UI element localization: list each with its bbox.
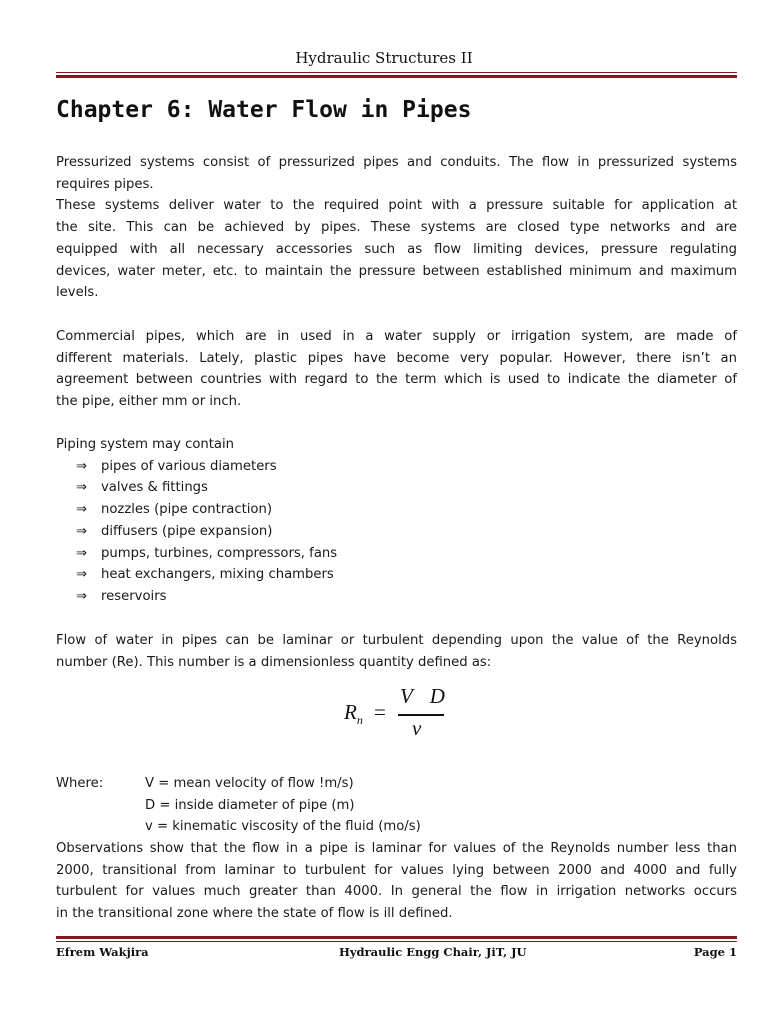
paragraph-observations: [56, 838, 737, 925]
text-line: the site. This can be achieved by pipes. These systems are closed type networks and are: [56, 220, 737, 236]
definition-text: D = inside diameter of pipe (m): [145, 797, 355, 813]
paragraph-flow-regime: [56, 630, 737, 673]
text-line: Flow of water in pipes can be laminar or turbulent depending upon the value of the Reynolds: [56, 633, 737, 648]
list-item: [56, 477, 337, 499]
text-line: Commercial pipes, which are in used in a water supply or irrigation system, are made of: [56, 329, 737, 344]
implies-arrow-icon: ⇒: [76, 480, 88, 496]
paragraph-commercial-pipes: [56, 326, 737, 413]
piping-system-list: [56, 434, 337, 608]
text-line: different materials. Lately, plastic pipes have become very popular. However, there isn’t an: [56, 350, 737, 366]
header-rule-thick: [56, 75, 737, 78]
text-line: levels.: [56, 285, 99, 301]
list-item-text: valves & fittings: [101, 480, 208, 496]
formula-symbol-r: R: [344, 700, 357, 724]
text-line: equipped with all necessary accessories such as flow limiting devices, pressure regulating: [56, 241, 737, 257]
reynolds-number-formula: [344, 684, 454, 744]
list-item: [56, 543, 337, 565]
variable-definitions: [56, 773, 421, 838]
text-line: number (Re). This number is a dimensionless quantity defined as:: [56, 654, 492, 670]
text-line: Observations show that the flow in a pipe is laminar for values of the Reynolds number less than: [56, 841, 737, 856]
formula-subscript: n: [356, 713, 363, 728]
text-line: Pressurized systems consist of pressurized pipes and conduits. The flow in pressurized systems: [56, 155, 737, 170]
text-line: in the transitional zone where the state of flow is ill defined.: [56, 906, 453, 922]
list-item-text: nozzles (pipe contraction): [101, 502, 272, 518]
implies-arrow-icon: ⇒: [76, 458, 88, 474]
header-rule-thin: [56, 72, 737, 73]
footer-affiliation: Hydraulic Engg Chair, JiT, JU: [339, 945, 527, 959]
text-line: turbulent for values much greater than 4000. In general the flow in irrigation networks occurs: [56, 884, 737, 900]
text-line: agreement between countries with regard to the term which is used to indicate the diameter of: [56, 372, 737, 388]
list-item-text: heat exchangers, mixing chambers: [101, 567, 334, 583]
formula-denominator: ν: [412, 716, 422, 740]
list-item-text: reservoirs: [101, 588, 167, 604]
where-label: Where:: [56, 776, 104, 791]
text-line: devices, water meter, etc. to maintain the pressure between established minimum and maximum: [56, 263, 737, 279]
implies-arrow-icon: ⇒: [76, 502, 88, 518]
text-line: 2000, transitional from laminar to turbulent for values lying between 2000 and 4000 and fully: [56, 862, 737, 878]
formula-equals: =: [374, 700, 386, 724]
list-item-text: pipes of various diameters: [101, 458, 277, 474]
list-item: [56, 456, 337, 478]
implies-arrow-icon: ⇒: [76, 588, 88, 604]
formula-lhs: [344, 700, 363, 728]
implies-arrow-icon: ⇒: [76, 523, 88, 539]
running-header: Hydraulic Structures II: [295, 49, 473, 67]
text-line: These systems deliver water to the required point with a pressure suitable for application at: [56, 198, 737, 214]
definition-row: [56, 773, 421, 795]
text-line: requires pipes.: [56, 176, 154, 192]
paragraph-pressurized-systems: [56, 152, 737, 304]
footer-page-number: Page 1: [693, 945, 737, 959]
list-item: [56, 499, 337, 521]
definition-row: [56, 795, 421, 817]
footer-rule-thick: [56, 936, 737, 939]
definition-row: [56, 816, 421, 838]
text-line: the pipe, either mm or inch.: [56, 394, 242, 410]
list-item-text: pumps, turbines, compressors, fans: [101, 545, 338, 561]
definition-text: v = kinematic viscosity of the fluid (mo/s): [145, 819, 421, 835]
list-item: [56, 586, 337, 608]
implies-arrow-icon: ⇒: [76, 567, 88, 583]
implies-arrow-icon: ⇒: [76, 545, 88, 561]
chapter-title: Chapter 6: Water Flow in Pipes: [56, 97, 472, 123]
list-item-text: diffusers (pipe expansion): [101, 523, 273, 539]
list-item: [56, 521, 337, 543]
list-item: [56, 564, 337, 586]
footer-rule-thin: [56, 941, 737, 942]
footer-author: Efrem Wakjira: [56, 945, 149, 959]
list-intro: Piping system may contain: [56, 437, 235, 452]
definition-text: V = mean velocity of flow !m/s): [145, 776, 354, 791]
formula-numerator: V D: [400, 684, 451, 708]
